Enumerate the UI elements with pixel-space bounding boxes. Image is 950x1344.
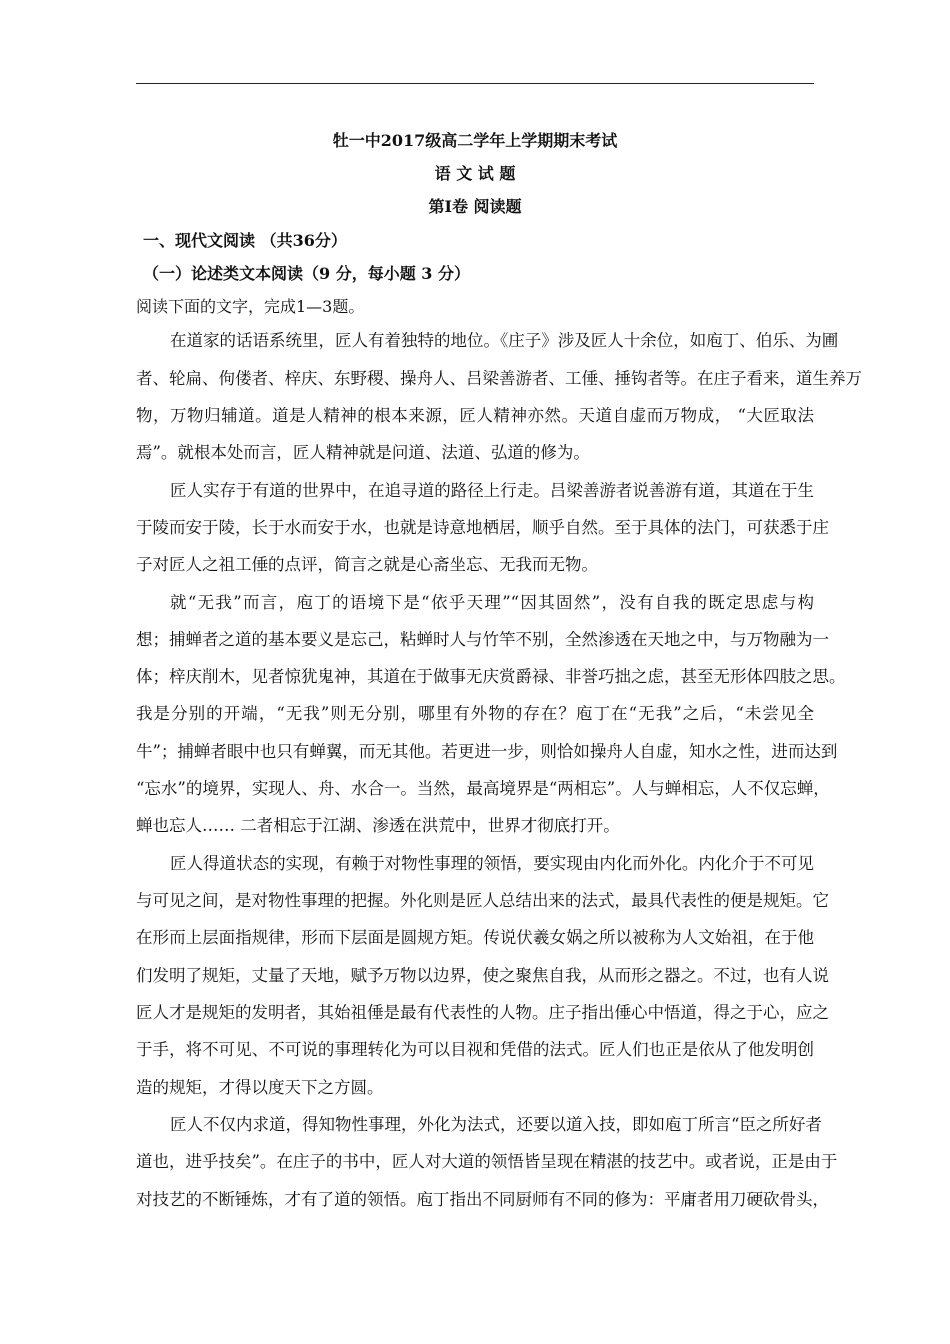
passage-line: 在道家的话语系统里，匠人有着独特的地位。《庄子》涉及匠人十余位，如庖丁、伯乐、为圃 [170,331,839,350]
passage-line: 与可见之间，是对物性事理的把握。外化则是匠人总结出来的法式，最具代表性的便是规矩。它 [136,891,829,910]
subsection-heading: （一）论述类文本阅读（9 分，每小题 3 分） [143,264,470,283]
passage-line: 物，万物归辅道。道是人精神的根本来源，匠人精神亦然。天道自虚而万物成， “大匠取法 [136,406,814,425]
passage-line: 于陵而安于陵，长于水而安于水，也就是诗意地栖居，顺乎自然。至于具体的法门，可获悉于庄 [136,518,829,537]
passage-line: 们发明了规矩，丈量了天地，赋予万物以边界，使之聚焦自我，从而形之器之。不过，也有人说 [136,966,829,985]
header-rule [136,83,814,84]
passage-line: 匠人得道状态的实现，有赖于对物性事理的领悟，要实现由内化而外化。内化介于不可见 [170,854,814,873]
subject-title: 语 文 试 题 [434,164,516,183]
passage-line: 造的规矩，才得以度天下之方圆。 [136,1078,384,1097]
section-heading: 一、现代文阅读 （共36分） [143,231,347,250]
passage-line: 想；捕蝉者之道的基本要义是忘己，粘蝉时人与竹竿不别，全然渗透在天地之中，与万物融为一 [136,630,829,649]
passage-line: 子对匠人之祖工倕的点评，简言之就是心斋坐忘、无我而无物。 [136,555,598,574]
passage-line: 我是分别的开端，“无我”则无分别，哪里有外物的存在？庖丁在“无我”之后，“未尝见全 [136,704,814,723]
passage-line: 蝉也忘人…… 二者相忘于江湖、渗透在洪荒中，世界才彻底打开。 [136,816,620,835]
reading-instruction: 阅读下面的文字，完成1—3题。 [136,297,365,316]
passage-line: 匠人实存于有道的世界中，在追寻道的路径上行走。吕梁善游者说善游有道，其道在于生 [170,481,814,500]
passage-line: 者、轮扁、佝偻者、梓庆、东野稷、操舟人、吕梁善游者、工倕、捶钩者等。在庄子看来，道生养万 [136,369,862,388]
passage-line: 匠人才是规矩的发明者，其始祖倕是最有代表性的人物。庄子指出倕心中悟道，得之于心，应之 [136,1003,829,1022]
passage-line: 焉”。就根本处而言，匠人精神就是问道、法道、弘道的修为。 [136,443,590,462]
passage-line: 体；梓庆削木，见者惊犹鬼神，其道在于做事无庆赏爵禄、非誉巧拙之虑，甚至无形体四肢之思。 [136,667,846,686]
volume-title: 第I卷 阅读题 [428,197,522,216]
passage-line: 于手，将不可见、不可说的事理转化为可以目视和凭借的法式。匠人们也正是依从了他发明创 [136,1040,814,1059]
passage-line: 就“无我”而言，庖丁的语境下是“依乎天理”“因其固然”，没有自我的既定思虑与构 [170,593,814,612]
passage-line: 道也，进乎技矣”。在庄子的书中，匠人对大道的领悟皆呈现在精湛的技艺中。或者说，正是由于 [136,1152,838,1171]
passage-line: 对技艺的不断锤炼，才有了道的领悟。庖丁指出不同厨师有不同的修为：平庸者用刀硬砍骨头， [136,1190,829,1209]
passage-line: 匠人不仅内求道，得知物性事理，外化为法式，还要以道入技，即如庖丁所言“臣之所好者 [170,1115,822,1134]
exam-title: 牡一中2017级高二学年上学期期末考试 [332,131,618,150]
passage-line: “忘水”的境界，实现人、舟、水合一。当然，最高境界是“两相忘”。人与蝉相忘，人不仅忘蝉， [136,779,830,798]
passage-line: 牛”；捕蝉者眼中也只有蝉翼，而无其他。若更进一步，则恰如操舟人自虚，知水之性，进而达到 [136,742,838,761]
passage-line: 在形而上层面指规律，形而下层面是圆规方矩。传说伏羲女娲之所以被称为人文始祖，在于他 [136,928,814,947]
